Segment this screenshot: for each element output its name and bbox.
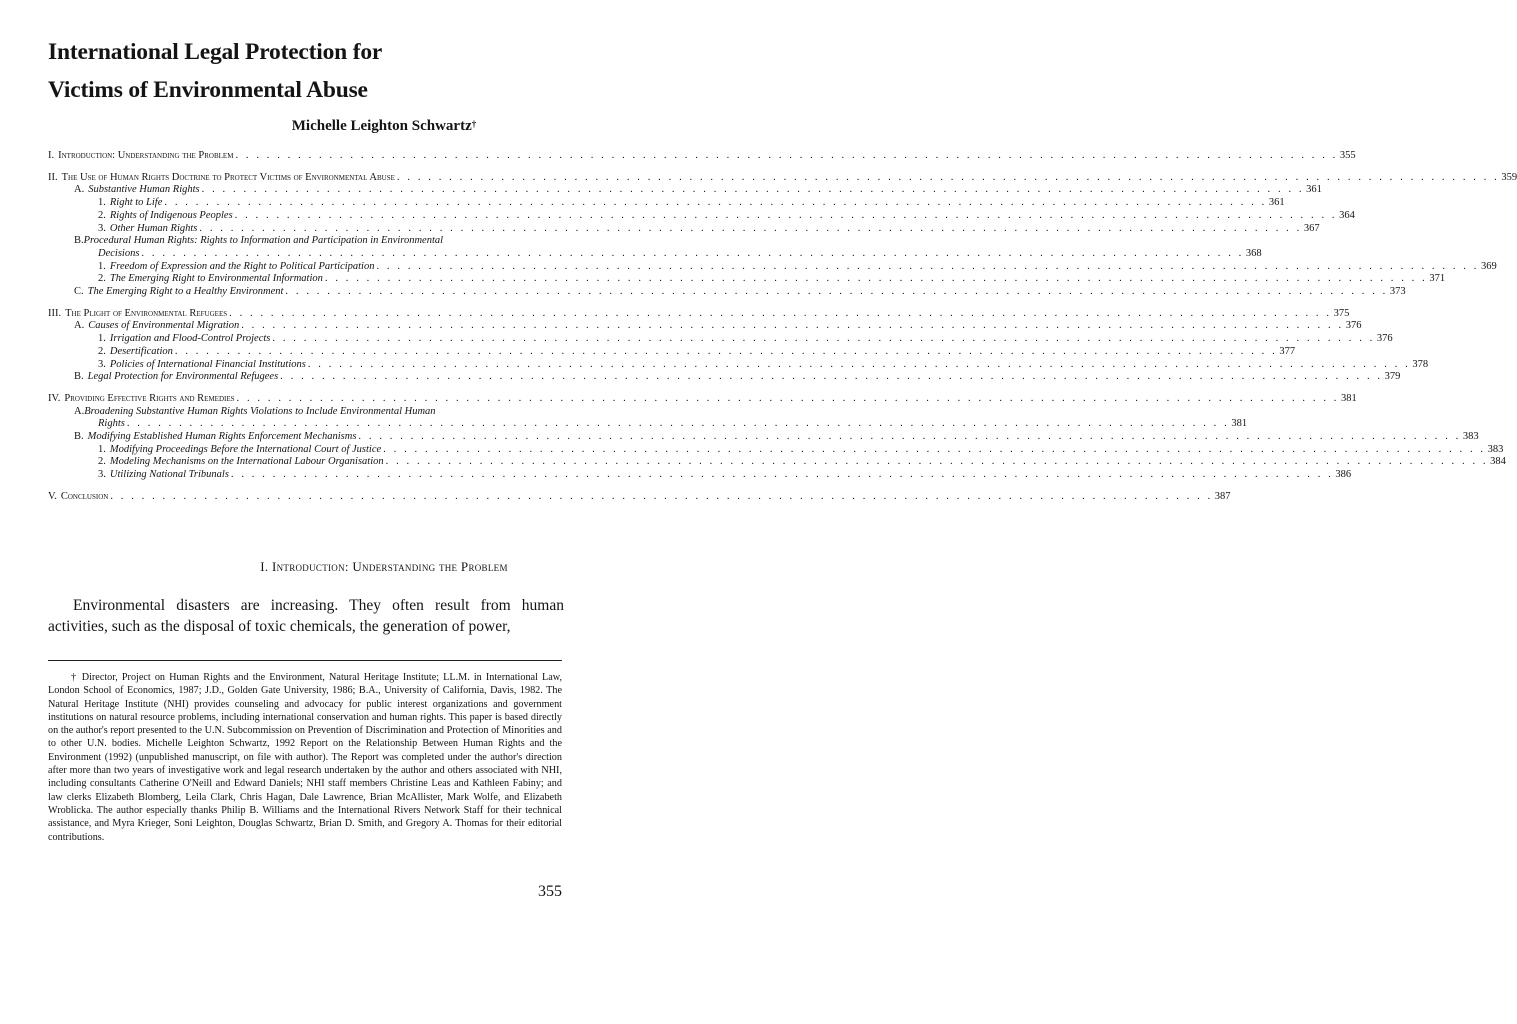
toc-leader-dots [383,444,1485,457]
toc-entry-page: 375 [1333,307,1350,319]
toc-entry-page: 377 [1279,345,1296,357]
toc-entry-title-continued: Rights [98,418,125,430]
toc-leader-dots [231,469,1333,482]
toc-entry-page: 381 [1341,392,1357,404]
toc-entry-number: IV. [48,392,61,404]
toc-entry-number: 2. [98,273,106,285]
toc-entry-title-continued: Decisions [98,247,140,259]
footnote-divider [48,660,562,661]
toc-entry-continuation [48,418,1248,431]
toc-entry-title: The Use of Human Rights Doctrine to Protect Victims of Environmental Abuse [61,171,395,183]
toc-entry-page: 376 [1376,333,1393,345]
toc-entry-number: III. [48,307,62,319]
toc-leader-dots [376,261,1478,274]
toc-leader-dots [272,333,1374,346]
toc-entry-title: Desertification [109,345,173,357]
toc-entry-title: Substantive Human Rights [88,184,200,196]
toc-entry-number: 2. [98,456,106,468]
toc-entry [48,222,1320,236]
toc-entry-title: Introduction: Understanding the Problem [58,150,234,161]
toc-entry-title: The Emerging Right to Environmental Information [109,273,323,285]
title-line-1: International Legal Protection for [48,39,383,65]
toc-leader-dots [386,456,1488,469]
toc-entry-title: The Plight of Environmental Refugees [65,307,228,319]
toc-entry [48,358,1429,372]
toc-entry-page: 383 [1487,443,1504,455]
toc-entry-title: Rights of Indigenous Peoples [109,209,233,221]
toc-entry-title: Modifying Proceedings Before the International Court of Justice [109,443,382,455]
toc-leader-dots [229,308,1331,321]
toc-entry-title: Conclusion [60,490,109,502]
toc-entry-number: 1. [98,197,106,209]
toc-entry-number: C. [74,286,84,298]
toc-leader-dots [199,223,1301,236]
toc-entry [48,307,1350,321]
toc-leader-dots [325,273,1427,286]
toc-entry-page: 376 [1345,320,1362,332]
body-paragraph: Environmental disasters are increasing. They often result from human activities, such as the disposal of toxic chemicals, the generation of power, [48,597,564,635]
toc-entry-number: I. [48,150,55,161]
toc-entry [48,406,566,419]
toc-leader-dots [175,346,1277,359]
toc-entry [48,235,566,248]
toc-entry-number: B. [74,235,84,247]
toc-entry-title: Policies of International Financial Institutions [109,358,306,370]
toc-entry-number: 2. [98,209,106,221]
toc-entry [48,171,1517,185]
toc-entry-number: 3. [98,469,106,481]
toc-entry-page: 367 [1303,222,1320,234]
toc-entry-title: The Emerging Right to a Healthy Environment [87,286,284,298]
toc-entry-page: 383 [1462,431,1479,443]
toc-entry [48,490,1231,504]
toc-entry-title: Providing Effective Rights and Remedies [64,392,235,404]
toc-entry-page: 384 [1490,456,1506,468]
toc-entry-page: 364 [1339,209,1355,221]
toc-entry-title: Modeling Mechanisms on the International Labour Organisation [109,456,384,468]
toc-entry-page: 381 [1231,418,1248,430]
toc-entry-number: 2. [98,345,106,357]
toc-entry-page: 379 [1384,371,1401,383]
toc-entry-title: Other Human Rights [109,222,198,234]
section-heading: I. Introduction: Understanding the Problem [260,559,508,574]
author-footnote: † Director, Project on Human Rights and the Environment, Natural Heritage Institute; LL.M. in International Law, London School of Economics, 1987; J.D., Golden Gate University, 1986; B.A., University of California, Davis, 1982. The Natural Heritage Institute (NHI) provides counseling and advocacy for public interest organizations and government institutions on natural resource problems, including international conservation and human rights. This paper is based directly on the author's report presented to the U.N. Subcommission on Prevention of Discrimination and Protection of Minorities and to other U.N. bodies. Michelle Leighton Schwartz, 1992 Report on the Relationship Between Human Rights and the Environment (1992) (unpublished manuscript, on file with author). The Report was completed under the author's direction after more than two years of investigative work and legal research undertaken by the author and others associated with NHI, including consultants Catherine O'Neill and Edward Daniels; NHI staff members Christine Leas and Kathleen Fabiny; and law clerks Elizabeth Blomberg, Leila Clark, Chris Hagan, Dale Lawrence, Brian McAllister, Mark Wolfe, and Elizabeth Wroblicka. The author especially thanks Philip B. Williams and the International Rivers Network Staff for their technical assistance, and Myra Krieger, Soni Leighton, Douglas Schwartz, Brian D. Smith, and Gregory A. Thomas for their editorial contributions. [48,672,562,843]
toc-entry-number: 3. [98,222,106,234]
toc-entry [48,273,1446,286]
toc-entry-number: B. [74,371,84,383]
toc-entry-page: 378 [1412,358,1429,370]
page-number: 355 [538,883,562,900]
author-line [0,117,768,135]
toc-entry-number: II. [48,171,58,183]
toc-entry-number: B. [74,431,84,443]
toc-entry [48,286,1406,299]
toc-entry-title: Legal Protection for Environmental Refugees [87,371,279,383]
toc-entry-page: 368 [1245,247,1262,259]
toc-entry-number: 1. [98,333,106,345]
toc-entry-title: Causes of Environmental Migration [88,320,240,332]
toc-entry-title: Utilizing National Tribunals [109,469,229,481]
toc-entry-page: 371 [1429,273,1446,285]
title-line-2: Victims of Environmental Abuse [48,77,368,103]
toc-entry-page: 361 [1306,184,1322,196]
toc-entry-number: 1. [98,260,106,272]
toc-entry-number: 3. [98,358,106,370]
toc-entry-number: A. [74,320,85,332]
toc-entry-number: 1. [98,443,106,455]
toc-entry [48,333,1393,346]
toc-leader-dots [127,418,1229,431]
toc-entry-page: 386 [1335,469,1352,481]
toc-entry-number: A. [74,184,85,196]
toc-leader-dots [141,248,1243,261]
toc-entry [48,431,1479,444]
toc-entry [48,209,1355,223]
toc-entry [48,320,1362,333]
toc-entry-title: Procedural Human Rights: Rights to Information and Participation in Environmental [83,235,444,247]
toc-entry-title: Right to Life [109,197,163,209]
toc-leader-dots [397,172,1499,185]
toc-leader-dots [235,210,1337,223]
toc-entry-page: 359 [1501,171,1517,183]
table-of-contents [48,150,1517,504]
toc-entry-title: Irrigation and Flood-Control Projects [109,333,271,345]
toc-leader-dots [308,359,1410,372]
toc-entry [48,197,1285,210]
toc-entry [48,469,1352,482]
toc-leader-dots [280,371,1382,384]
toc-leader-dots [110,491,1212,504]
toc-entry [48,456,1506,469]
toc-entry [48,150,1356,163]
toc-entry [48,260,1497,274]
toc-entry-number: A. [74,405,85,417]
author-footnote-mark: † [471,119,477,129]
toc-leader-dots [285,286,1387,299]
toc-leader-dots [358,431,1460,444]
toc-entry-title: Broadening Substantive Human Rights Violations to Include Environmental Human [84,405,436,417]
toc-entry [48,392,1357,406]
toc-entry [48,443,1504,457]
toc-leader-dots [202,184,1304,197]
toc-entry-page: 355 [1339,150,1356,161]
toc-entry-title: Modifying Established Human Rights Enforcement Mechanisms [87,431,357,443]
toc-entry-page: 369 [1480,260,1497,272]
toc-entry-title: Freedom of Expression and the Right to Political Participation [109,260,375,272]
toc-leader-dots [237,393,1339,406]
toc-leader-dots [164,197,1266,210]
toc-entry-continuation [48,247,1262,261]
toc-entry [48,345,1296,359]
toc-entry-page: 373 [1389,286,1406,298]
toc-entry-page: 361 [1268,197,1285,209]
toc-leader-dots [235,150,1337,163]
toc-entry-number: V. [48,490,57,502]
toc-leader-dots [241,320,1343,333]
toc-entry [48,371,1401,384]
toc-entry [48,184,1322,197]
toc-entry-page: 387 [1214,490,1231,502]
author-name: Michelle Leighton Schwartz [291,118,472,134]
